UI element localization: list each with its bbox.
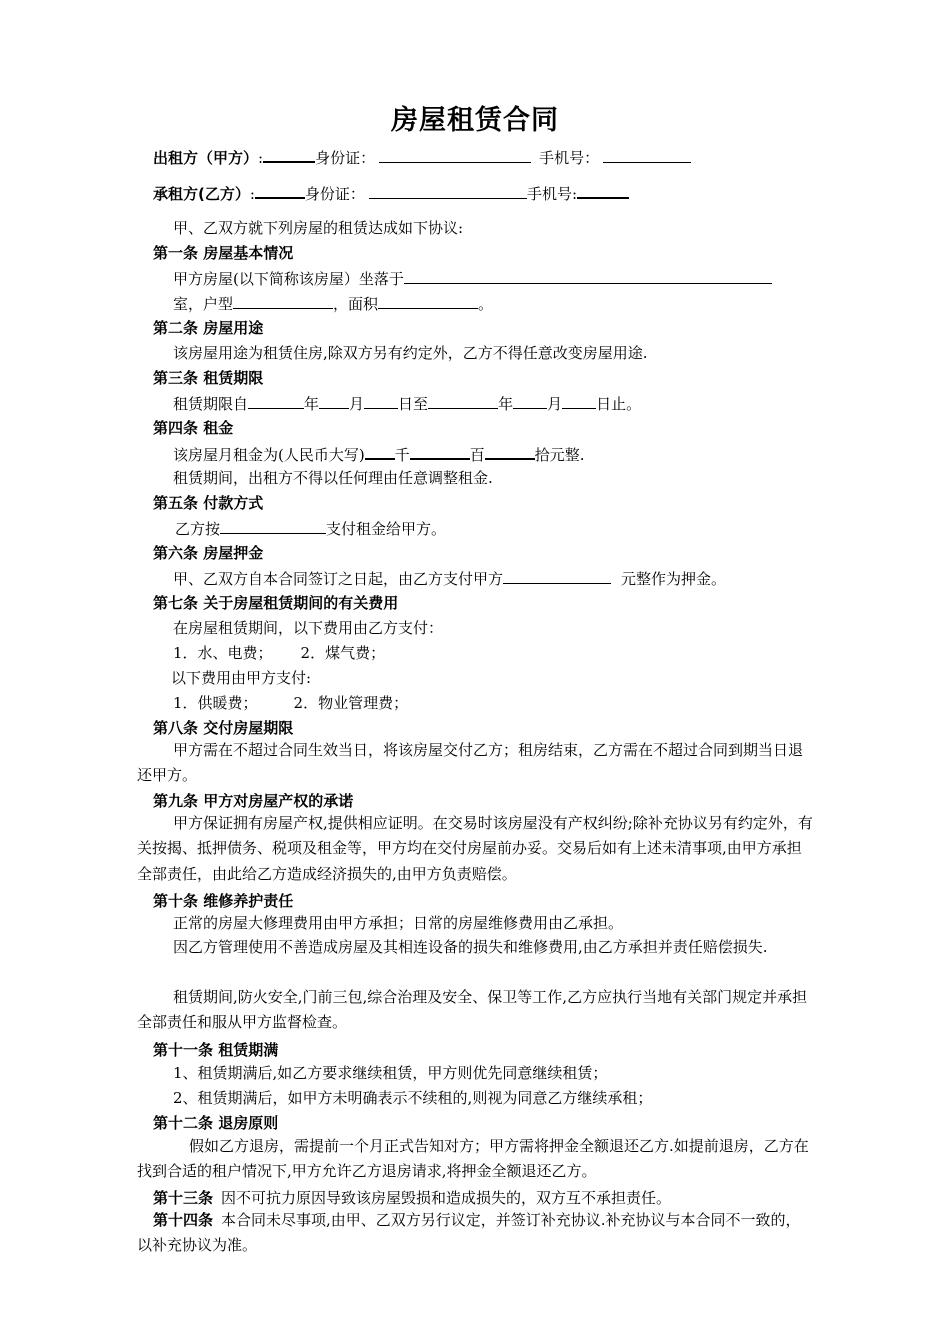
property-location-field[interactable] — [404, 268, 772, 284]
article-14-text: 本合同未尽事项,由甲、乙双方另行议定，并签订补充协议.补充协议与本合同不一致的，以补充协议为准。 — [137, 1211, 801, 1255]
lessee-name-field[interactable] — [255, 182, 305, 199]
article-11-heading: 第十一条 租赁期满 — [153, 1041, 279, 1059]
article-7-heading: 第七条 关于房屋租赁期间的有关费用 — [153, 594, 399, 612]
end-month-label: 月 — [547, 395, 563, 413]
article-8-heading: 第八条 交付房屋期限 — [153, 719, 294, 737]
unit-type-field[interactable] — [233, 293, 333, 309]
article-14 — [137, 1208, 815, 1259]
article-1-line-1 — [173, 268, 772, 289]
article-10-para-2: 因乙方管理使用不善造成房屋及其相连设备的损失和维修费用,由乙方承担并责任赔偿损失. — [173, 938, 768, 956]
article-5-text — [175, 518, 446, 539]
article-1-period: 。 — [478, 295, 494, 313]
lessor-colon: : — [258, 149, 264, 167]
article-1-heading: 第一条 房屋基本情况 — [153, 244, 294, 262]
deposit-field[interactable] — [503, 568, 611, 584]
area-field[interactable] — [378, 293, 478, 309]
article-7-line-4 — [173, 693, 408, 713]
article-5-heading: 第五条 付款方式 — [153, 494, 264, 512]
article-13 — [153, 1188, 671, 1208]
start-year-field[interactable] — [248, 393, 304, 409]
article-10-heading: 第十条 维修养护责任 — [153, 892, 294, 910]
article-6-text — [173, 568, 726, 589]
article-13-text: 因不可抗力原因导致该房屋毁损和造成损失的，双方互不承担责任。 — [221, 1189, 672, 1207]
article-2-heading: 第二条 房屋用途 — [153, 319, 264, 337]
start-year-label: 年 — [304, 395, 320, 413]
landlord-fee-2: 2．物业管理费； — [293, 694, 409, 712]
rent-label: 该房屋月租金为(人民币大写) — [173, 446, 365, 464]
article-3-text — [173, 393, 641, 414]
article-1-room-label: 室，户型 — [173, 295, 234, 313]
start-day-label: 日至 — [398, 395, 429, 413]
lessor-phone-field[interactable] — [603, 147, 691, 163]
end-year-label: 年 — [498, 395, 514, 413]
article-1-location-label: 甲方房屋(以下简称该房屋）坐落于 — [173, 270, 404, 288]
deposit-label: 甲、乙双方自本合同签订之日起，由乙方支付甲方 — [173, 570, 504, 588]
lessee-phone-field[interactable] — [577, 182, 629, 199]
lease-term-label: 租赁期限自 — [173, 395, 249, 413]
start-month-label: 月 — [349, 395, 365, 413]
rent-thousands-field[interactable] — [365, 443, 395, 460]
article-10-para-3: 租赁期间,防火安全,门前三包,综合治理及安全、保卫等工作,乙方应执行当地有关部门规定并承担全部责任和服从甲方监督检查。 — [137, 988, 808, 1032]
article-9-text: 甲方保证拥有房屋产权,提供相应证明。在交易时该房屋没有产权纠纷;除补充协议另有约定外，有关按揭、抵押债务、税项及租金等，甲方均在交付房屋前办妥。交易后如有上述未清事项,由甲方承担全部责任，由此给乙方造成经济损失的,由甲方负责赔偿。 — [137, 814, 813, 883]
article-9-heading: 第九条 甲方对房屋产权的承诺 — [153, 792, 354, 810]
end-day-field[interactable] — [562, 393, 596, 409]
article-4-heading: 第四条 租金 — [153, 419, 234, 437]
payment-method-field[interactable] — [220, 518, 326, 534]
article-4-rent — [173, 443, 585, 465]
rent-tens-field[interactable] — [485, 443, 535, 460]
article-4-text: 租赁期间，出租方不得以任何理由任意调整租金. — [173, 469, 493, 487]
article-7-line-2 — [173, 643, 385, 663]
start-day-field[interactable] — [364, 393, 398, 409]
article-11-para-2: 2、租赁期满后，如甲方未明确表示不续租的,则视为同意乙方继续承租； — [173, 1089, 653, 1107]
lessee-id-label: 身份证： — [304, 185, 365, 203]
tenant-fee-1: 1．水、电费； — [173, 644, 273, 662]
deposit-suffix: 元整作为押金。 — [621, 570, 727, 588]
hundreds-label: 百 — [469, 446, 485, 464]
article-7-line-3: 以下费用由甲方支付: — [171, 669, 312, 687]
lessee-label: 承租方(乙方） — [153, 185, 250, 203]
article-12-text: 假如乙方退房，需提前一个月正式告知对方；甲方需将押金全额退还乙方.如提前退房，乙方在找到合适的租户情况下,甲方允许乙方退房请求,将押金全额退还乙方。 — [137, 1137, 809, 1181]
article-13-heading: 第十三条 — [153, 1189, 214, 1207]
lessee-colon: : — [249, 185, 255, 203]
lessee-line — [153, 182, 629, 204]
article-12-heading: 第十二条 退房原则 — [153, 1114, 279, 1132]
end-day-label: 日止。 — [596, 395, 642, 413]
payment-suffix: 支付租金给甲方。 — [326, 520, 447, 538]
article-6-heading: 第六条 房屋押金 — [153, 544, 264, 562]
article-3-heading: 第三条 租赁期限 — [153, 369, 264, 387]
rent-hundreds-field[interactable] — [410, 443, 470, 460]
lessor-line — [153, 146, 691, 168]
lessor-label: 出租方（甲方） — [153, 149, 259, 167]
article-14-heading: 第十四条 — [153, 1211, 214, 1229]
tens-label: 拾元整. — [534, 446, 585, 464]
end-year-field[interactable] — [428, 393, 498, 409]
lessor-id-label: 身份证： — [315, 149, 376, 167]
payment-label: 乙方按 — [175, 520, 221, 538]
lessor-id-field[interactable] — [379, 147, 531, 163]
lessor-name-field[interactable] — [263, 146, 315, 163]
article-7-line-1: 在房屋租赁期间，以下费用由乙方支付： — [173, 619, 444, 637]
start-month-field[interactable] — [319, 393, 349, 409]
lessee-id-field[interactable] — [369, 183, 527, 199]
article-1-area-label: ，面积 — [333, 295, 379, 313]
end-month-field[interactable] — [513, 393, 547, 409]
intro-text: 甲、乙双方就下列房屋的租赁达成如下协议: — [173, 219, 464, 237]
lessor-phone-label: 手机号： — [539, 149, 600, 167]
document-title: 房屋租赁合同 — [391, 105, 559, 136]
article-2-text: 该房屋用途为租赁住房,除双方另有约定外，乙方不得任意改变房屋用途. — [173, 344, 648, 362]
article-10-para-1: 正常的房屋大修理费用由甲方承担；日常的房屋维修费用由乙承担。 — [173, 914, 624, 932]
article-11-para-1: 1、租赁期满后,如乙方要求继续租赁，甲方则优先同意继续租赁； — [173, 1064, 608, 1082]
tenant-fee-2: 2．煤气费； — [300, 644, 386, 662]
article-1-line-2 — [173, 293, 493, 314]
landlord-fee-1: 1．供暖费； — [173, 694, 258, 712]
article-8-text: 甲方需在不超过合同生效当日，将该房屋交付乙方；租房结束，乙方需在不超过合同到期当日退还甲方。 — [137, 741, 804, 785]
thousands-label: 千 — [394, 446, 410, 464]
lessee-phone-label: 手机号: — [526, 185, 577, 203]
